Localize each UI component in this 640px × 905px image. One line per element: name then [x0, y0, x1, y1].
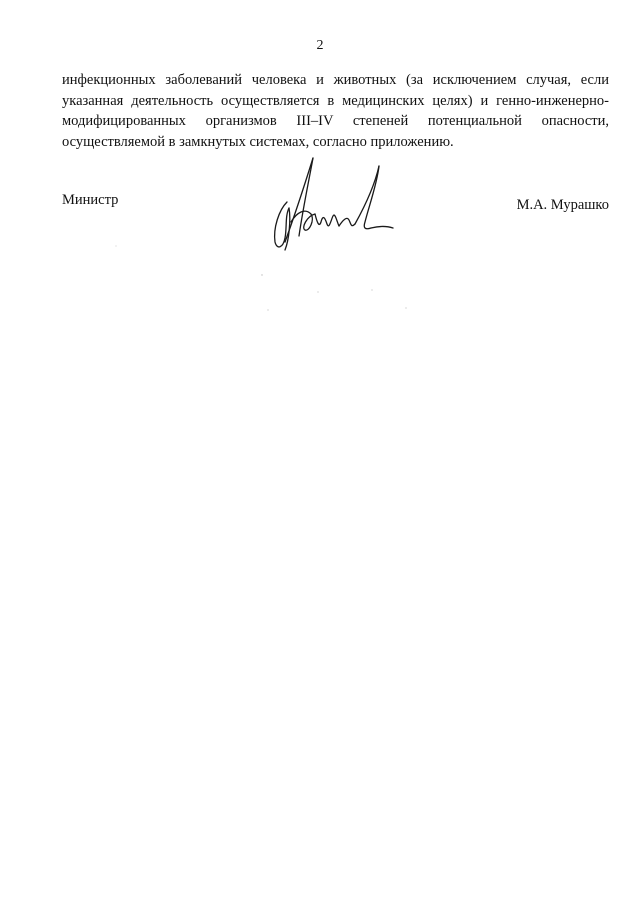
signer-name: М.А. Мурашко	[516, 197, 609, 213]
signature-block	[62, 150, 609, 270]
handwritten-signature	[265, 150, 395, 258]
scan-speck	[261, 274, 262, 275]
signer-title: Министр	[62, 192, 119, 208]
paragraph-line: инфекционных заболеваний человека и животных (за исключением случая, если	[62, 72, 609, 88]
body-paragraph	[62, 70, 609, 152]
page-number: 2	[316, 38, 324, 53]
scan-speck	[371, 289, 372, 290]
scan-speck	[267, 309, 268, 310]
paragraph-line: модифицированных организмов III–IV степеней потенциальной опасности,	[62, 113, 609, 129]
scan-speck	[317, 291, 318, 292]
scan-speck	[405, 307, 406, 308]
paragraph-line: осуществляемой в замкнутых системах, согласно приложению.	[62, 133, 454, 150]
paragraph-line: указанная деятельность осуществляется в медицинских целях) и генно-инженерно-	[62, 92, 609, 109]
